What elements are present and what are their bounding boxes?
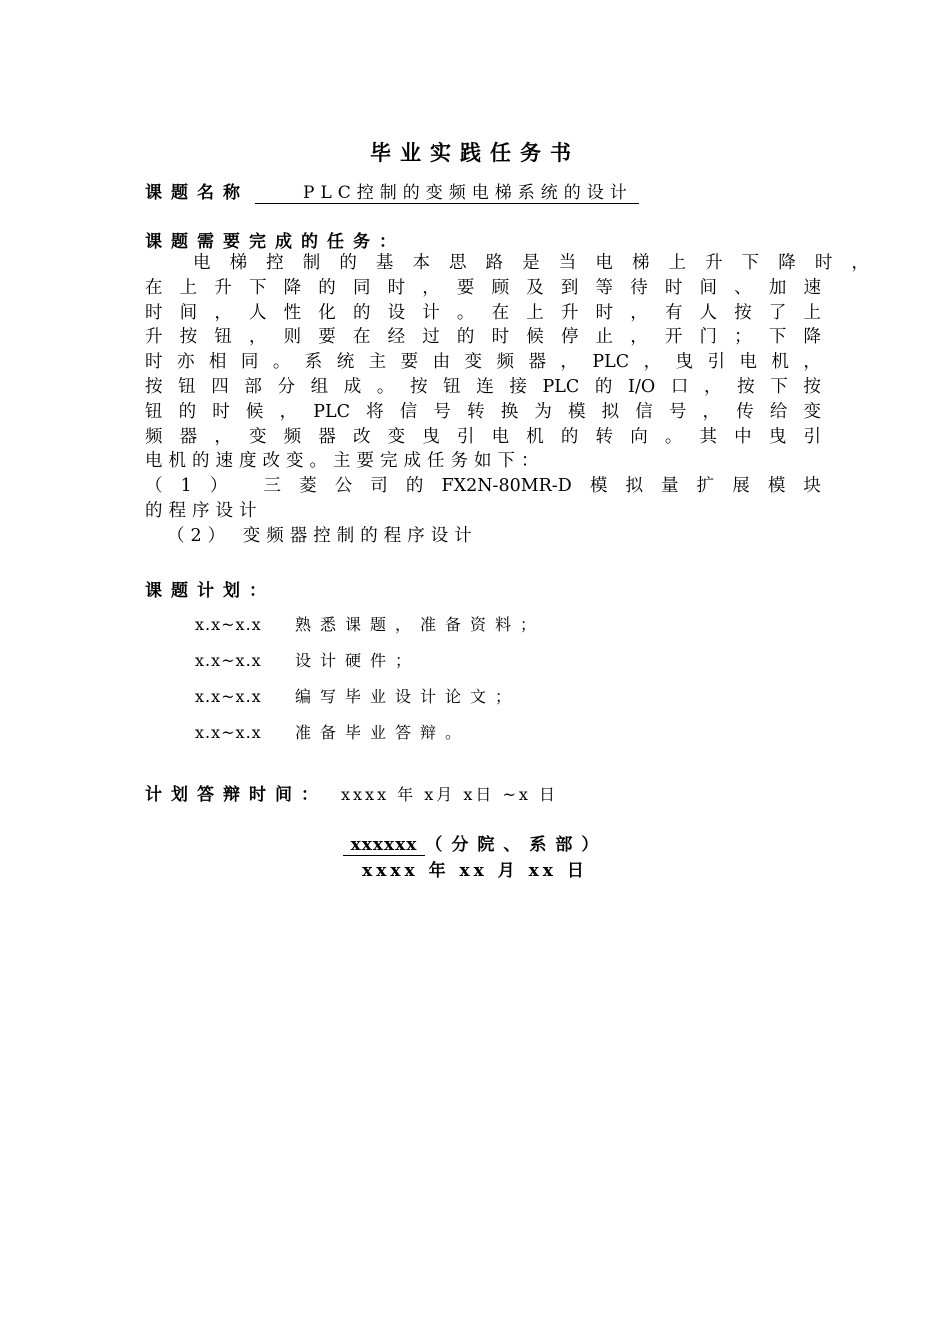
task-line-text: 钮 的 时 候 ， PLC 将 信 号 转 换 为 模 拟 信 号 ， 传 给 变 [145, 401, 821, 422]
plan-item [195, 720, 470, 743]
plan-item [195, 648, 420, 671]
plan-label: 课题计划： [145, 581, 275, 601]
topic-label: 课题名称 [145, 183, 249, 203]
task-line [145, 325, 821, 350]
task-line [145, 251, 869, 276]
task-line [145, 276, 821, 301]
department-blank: xxxxxx [343, 835, 426, 856]
plan-item-date: x.x~x.x [195, 651, 262, 670]
plan-item-text: 熟悉课题，准备资料； [295, 615, 546, 634]
plan-item-text: 设计硬件； [295, 651, 421, 670]
task-line-text: 频 器 ， 变 频 器 改 变 曳 引 电 机 的 转 向 。 其 中 曳 引 [145, 426, 821, 447]
task-line [145, 375, 821, 400]
task-line-text: （ 1 ） 三 菱 公 司 的 FX2N-80MR-D 模 拟 量 扩 展 模 块 [145, 476, 821, 497]
task-line-text: 按 钮 四 部 分 组 成 。 按 钮 连 接 PLC 的 I/O 口 ， 按 下 按 [145, 376, 821, 397]
plan-item [195, 684, 520, 707]
department-line [0, 830, 950, 855]
tasks-label: 课题需要完成的任务： [145, 232, 405, 252]
task-line [145, 449, 821, 474]
task-line-text: 在 上 升 下 降 的 同 时 ， 要 顾 及 到 等 待 时 间 、 加 速 [145, 277, 821, 298]
plan-item-date: x.x~x.x [195, 723, 262, 742]
defense-row [145, 780, 558, 805]
topic-row [145, 178, 639, 204]
task-line-text: 升 按 钮 ， 则 要 在 经 过 的 时 候 停 止 ， 开 门 ； 下 降 [145, 327, 821, 348]
plan-item-text: 编写毕业设计论文； [295, 687, 521, 706]
footer-date: xxxx 年 xx 月 xx 日 [362, 861, 588, 881]
task-line-text: 电机的速度改变。主要完成任务如下： [145, 451, 545, 472]
document-title: 毕业实践任务书 [370, 140, 580, 165]
task-line [145, 350, 821, 375]
task-line-text: 电 梯 控 制 的 基 本 思 路 是 当 电 梯 上 升 下 降 时 ， [193, 253, 869, 273]
plan-item-date: x.x~x.x [195, 687, 262, 706]
plan-item-text: 准备毕业答辩。 [295, 723, 471, 742]
task-line-text: （2） 变频器控制的程序设计 [167, 525, 478, 546]
topic-value: PLC控制的变频电梯系统的设计 [255, 178, 639, 204]
task-line [145, 499, 821, 524]
plan-item-date: x.x~x.x [195, 615, 262, 634]
task-line [145, 301, 821, 326]
task-line [145, 400, 821, 425]
tasks-body [145, 251, 869, 549]
defense-label: 计划答辩时间： [145, 785, 327, 805]
plan-item [195, 612, 545, 635]
task-line [145, 524, 843, 549]
task-line [145, 474, 821, 499]
defense-value: xxxx 年 x月 x日 ~x 日 [341, 785, 559, 804]
department-suffix: （分院、系部） [425, 835, 608, 855]
task-line-text: 的程序设计 [145, 500, 263, 521]
task-line-text: 时 间 ， 人 性 化 的 设 计 。 在 上 升 时 ， 有 人 按 了 上 [145, 302, 821, 323]
task-line-text: 时 亦 相 同 。 系 统 主 要 由 变 频 器 ， PLC ， 曳 引 电 机 ， [145, 352, 821, 373]
task-line [145, 425, 821, 450]
